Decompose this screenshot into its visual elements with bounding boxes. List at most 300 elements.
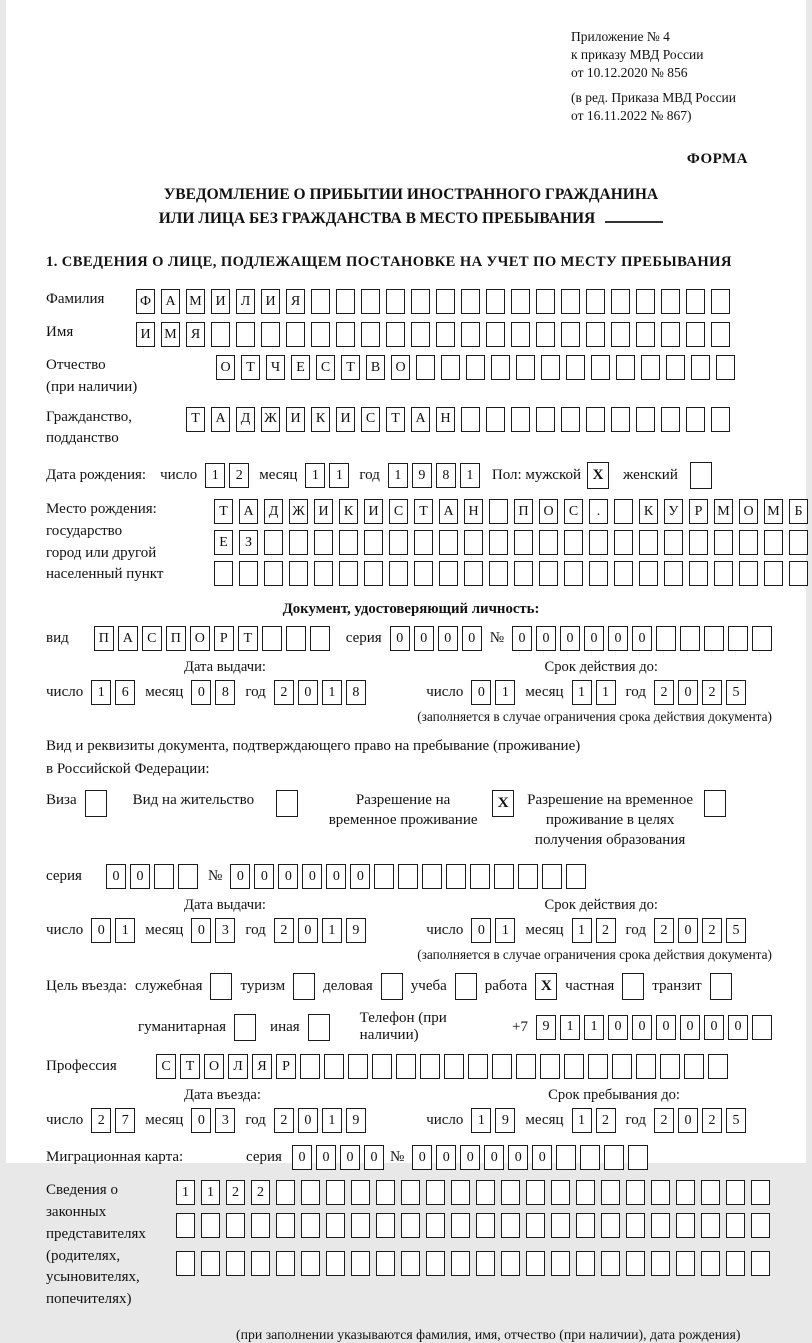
char-cell: Я: [252, 1054, 272, 1079]
char-cell: [711, 289, 730, 314]
char-cell: [611, 407, 630, 432]
stay-month-input[interactable]: [572, 1108, 620, 1133]
char-cell: [426, 1180, 445, 1205]
char-cell: [286, 322, 305, 347]
birth-year-input[interactable]: [388, 463, 484, 488]
char-cell: [701, 1180, 720, 1205]
purpose-humanitarian-checkbox[interactable]: [234, 1014, 256, 1041]
birthplace-row1-input[interactable]: [214, 499, 812, 524]
char-cell: 0: [340, 1145, 360, 1170]
stay-year-label: год: [625, 1112, 646, 1129]
temp-residence-education-checkbox[interactable]: [704, 790, 726, 817]
char-cell: 1: [201, 1180, 220, 1205]
char-cell: 2: [654, 918, 674, 943]
char-cell: 8: [215, 680, 235, 705]
char-cell: [364, 530, 383, 555]
birth-month-label: месяц: [259, 467, 298, 484]
char-cell: [411, 289, 430, 314]
char-cell: М: [161, 322, 180, 347]
char-cell: [514, 561, 533, 586]
edition-line-1: (в ред. Приказа МВД России: [571, 89, 736, 105]
char-cell: [589, 561, 608, 586]
doc-valid-month-label: месяц: [525, 684, 564, 701]
char-cell: [551, 1180, 570, 1205]
char-cell: [566, 355, 585, 380]
char-cell: 0: [632, 626, 652, 651]
char-cell: [686, 289, 705, 314]
birthplace-row2-input[interactable]: [214, 530, 812, 555]
char-cell: [751, 1180, 770, 1205]
char-cell: 0: [678, 1108, 698, 1133]
char-cell: [636, 407, 655, 432]
stay-doc-issue-month-input[interactable]: [191, 918, 239, 943]
char-cell: [416, 355, 435, 380]
char-cell: [489, 561, 508, 586]
char-cell: [276, 1251, 295, 1276]
name-label: Имя: [46, 324, 74, 341]
doc-kind-input[interactable]: [94, 626, 334, 651]
form-title: [46, 184, 776, 230]
char-cell: М: [764, 499, 783, 524]
representatives-row1-input[interactable]: [176, 1180, 776, 1205]
char-cell: [451, 1213, 470, 1238]
char-cell: [276, 1180, 295, 1205]
char-cell: [489, 530, 508, 555]
char-cell: 0: [471, 918, 491, 943]
char-cell: [314, 530, 333, 555]
char-cell: [684, 1054, 704, 1079]
doc-number-input[interactable]: [512, 626, 776, 651]
char-cell: Ч: [266, 355, 285, 380]
char-cell: [704, 626, 724, 651]
char-cell: 0: [254, 864, 274, 889]
char-cell: [411, 322, 430, 347]
legal-reference-block: [571, 28, 776, 125]
char-cell: Р: [689, 499, 708, 524]
char-cell: 0: [191, 918, 211, 943]
entry-year-input[interactable]: [274, 1108, 370, 1133]
char-cell: [426, 1213, 445, 1238]
stay-doc-issue-year-input[interactable]: [274, 918, 370, 943]
char-cell: [651, 1213, 670, 1238]
char-cell: 2: [91, 1108, 111, 1133]
char-cell: [389, 561, 408, 586]
char-cell: [564, 530, 583, 555]
char-cell: [211, 322, 230, 347]
char-cell: [401, 1180, 420, 1205]
stay-doc-number-input[interactable]: [230, 864, 590, 889]
char-cell: 5: [726, 1108, 746, 1133]
representatives-label-line3: представителях: [46, 1225, 146, 1242]
phone-input[interactable]: [536, 1015, 776, 1040]
citizenship-label: [46, 407, 186, 451]
char-cell: [201, 1251, 220, 1276]
char-cell: 2: [702, 680, 722, 705]
citizenship-label-line2: подданство: [46, 430, 119, 447]
char-cell: [476, 1251, 495, 1276]
temp-residence-label: Разрешение на временное проживание: [328, 791, 478, 828]
stay-doc-issue-day-input[interactable]: [91, 918, 139, 943]
purpose-other-label: иная: [270, 1018, 300, 1035]
char-cell: [494, 864, 514, 889]
char-cell: 5: [726, 680, 746, 705]
char-cell: [686, 407, 705, 432]
birth-day-input[interactable]: [205, 463, 253, 488]
purpose-other-checkbox[interactable]: [308, 1014, 330, 1041]
char-cell: 2: [596, 918, 616, 943]
char-cell: 7: [115, 1108, 135, 1133]
char-cell: 2: [654, 1108, 674, 1133]
char-cell: С: [564, 499, 583, 524]
residence-permit-label: Вид на жительство: [132, 791, 255, 808]
representatives-row3-input[interactable]: [176, 1251, 776, 1276]
char-cell: [176, 1213, 195, 1238]
char-cell: 0: [414, 626, 434, 651]
char-cell: П: [514, 499, 533, 524]
char-cell: А: [239, 499, 258, 524]
char-cell: [226, 1213, 245, 1238]
migration-series-input[interactable]: [292, 1145, 388, 1170]
option-temp-residence: [322, 790, 514, 831]
doc-valid-year-input[interactable]: [654, 680, 750, 705]
patronymic-label-line1: Отчество: [46, 357, 106, 374]
name-input[interactable]: [136, 322, 736, 347]
char-cell: 6: [115, 680, 135, 705]
birthplace-label-line3: город или другой: [46, 544, 157, 561]
migration-series-label: серия: [246, 1149, 282, 1166]
form-label: ФОРМА: [686, 151, 748, 168]
char-cell: 0: [316, 1145, 336, 1170]
char-cell: [301, 1251, 320, 1276]
char-cell: [580, 1145, 600, 1170]
purpose-official-label: служебная: [134, 978, 203, 995]
stay-day-label: число: [426, 1112, 464, 1129]
surname-input[interactable]: [136, 289, 736, 314]
char-cell: 0: [460, 1145, 480, 1170]
doc-valid-year-label: год: [625, 684, 646, 701]
char-cell: П: [94, 626, 114, 651]
birthplace-label-line1: Место рождения:: [46, 501, 157, 518]
char-cell: 1: [205, 463, 225, 488]
char-cell: [561, 289, 580, 314]
char-cell: [376, 1213, 395, 1238]
profession-input[interactable]: [156, 1054, 732, 1079]
char-cell: [289, 561, 308, 586]
char-cell: К: [311, 407, 330, 432]
patronymic-label-line2: (при наличии): [46, 378, 138, 395]
char-cell: Л: [228, 1054, 248, 1079]
doc-issue-year-label: год: [245, 684, 266, 701]
char-cell: [588, 1054, 608, 1079]
citizenship-input[interactable]: [186, 407, 736, 432]
char-cell: Т: [341, 355, 360, 380]
char-cell: 0: [471, 680, 491, 705]
option-temp-residence-education: [524, 790, 726, 851]
char-cell: [311, 322, 330, 347]
char-cell: [376, 1180, 395, 1205]
doc-valid-day-input[interactable]: [471, 680, 519, 705]
char-cell: 2: [274, 918, 294, 943]
birth-month-input[interactable]: [305, 463, 353, 488]
entry-day-input[interactable]: [91, 1108, 139, 1133]
char-cell: [556, 1145, 576, 1170]
char-cell: [626, 1213, 645, 1238]
migration-number-input[interactable]: [412, 1145, 652, 1170]
char-cell: [586, 289, 605, 314]
char-cell: А: [211, 407, 230, 432]
char-cell: [489, 499, 508, 524]
char-cell: [752, 1015, 772, 1040]
char-cell: [422, 864, 442, 889]
char-cell: Т: [414, 499, 433, 524]
char-cell: 0: [678, 918, 698, 943]
entry-month-input[interactable]: [191, 1108, 239, 1133]
char-cell: [364, 561, 383, 586]
stay-doc-series-input[interactable]: [106, 864, 202, 889]
char-cell: У: [664, 499, 683, 524]
char-cell: 2: [251, 1180, 270, 1205]
char-cell: Т: [386, 407, 405, 432]
purpose-private-checkbox[interactable]: [622, 973, 644, 1000]
char-cell: И: [314, 499, 333, 524]
char-cell: 0: [390, 626, 410, 651]
doc-valid-month-input[interactable]: [572, 680, 620, 705]
doc-issue-month-input[interactable]: [191, 680, 239, 705]
char-cell: С: [142, 626, 162, 651]
char-cell: 0: [656, 1015, 676, 1040]
birthplace-row3-input[interactable]: [214, 561, 812, 586]
char-cell: [752, 626, 772, 651]
char-cell: [176, 1251, 195, 1276]
representatives-label-line4: (родителях,: [46, 1247, 121, 1264]
char-cell: [564, 561, 583, 586]
char-cell: 0: [230, 864, 250, 889]
char-cell: [661, 322, 680, 347]
char-cell: [611, 289, 630, 314]
char-cell: О: [539, 499, 558, 524]
char-cell: 1: [91, 680, 111, 705]
char-cell: [714, 530, 733, 555]
char-cell: [526, 1180, 545, 1205]
stay-doc-valid-until-heading: Срок действия до:: [544, 897, 658, 914]
char-cell: 0: [678, 680, 698, 705]
char-cell: [676, 1213, 695, 1238]
purpose-tourism-label: туризм: [240, 978, 286, 995]
char-cell: 1: [572, 680, 592, 705]
char-cell: [461, 289, 480, 314]
char-cell: [476, 1180, 495, 1205]
birthplace-label-line4: населенный пункт: [46, 566, 164, 583]
doc-issue-day-input[interactable]: [91, 680, 139, 705]
char-cell: [201, 1213, 220, 1238]
char-cell: [589, 530, 608, 555]
char-cell: [601, 1213, 620, 1238]
char-cell: [464, 561, 483, 586]
char-cell: [310, 626, 330, 651]
char-cell: [639, 530, 658, 555]
doc-valid-day-label: число: [426, 684, 464, 701]
char-cell: [536, 289, 555, 314]
char-cell: [398, 864, 418, 889]
stay-doc-issue-year-label: год: [245, 922, 266, 939]
char-cell: [451, 1251, 470, 1276]
doc-issue-year-input[interactable]: [274, 680, 370, 705]
char-cell: 0: [508, 1145, 528, 1170]
char-cell: [651, 1251, 670, 1276]
char-cell: 2: [229, 463, 249, 488]
form-title-line1: УВЕДОМЛЕНИЕ О ПРИБЫТИИ ИНОСТРАННОГО ГРАЖДАНИНА: [163, 186, 659, 204]
char-cell: 0: [704, 1015, 724, 1040]
char-cell: 0: [350, 864, 370, 889]
char-cell: 1: [305, 463, 325, 488]
stay-doc-valid-year-input[interactable]: [654, 918, 750, 943]
stay-year-input[interactable]: [654, 1108, 750, 1133]
char-cell: 0: [484, 1145, 504, 1170]
char-cell: Д: [264, 499, 283, 524]
char-cell: [214, 561, 233, 586]
sex-female-label: женский: [623, 467, 678, 484]
char-cell: [351, 1251, 370, 1276]
purpose-humanitarian-label: гуманитарная: [138, 1018, 227, 1035]
representatives-label-line5: усыновителях,: [46, 1269, 140, 1286]
visa-checkbox[interactable]: [85, 790, 107, 817]
char-cell: [576, 1251, 595, 1276]
char-cell: И: [136, 322, 155, 347]
stay-day-input[interactable]: [471, 1108, 519, 1133]
purpose-work-label: работа: [484, 978, 528, 995]
char-cell: [470, 864, 490, 889]
entry-date-heading: Дата въезда:: [184, 1087, 261, 1104]
purpose-label: Цель въезда:: [46, 978, 127, 995]
char-cell: [739, 561, 758, 586]
char-cell: [154, 864, 174, 889]
char-cell: О: [204, 1054, 224, 1079]
char-cell: [226, 1251, 245, 1276]
char-cell: [401, 1213, 420, 1238]
residence-permit-checkbox[interactable]: [276, 790, 298, 817]
char-cell: [339, 530, 358, 555]
char-cell: [751, 1251, 770, 1276]
char-cell: [336, 322, 355, 347]
char-cell: 0: [584, 626, 604, 651]
char-cell: [311, 289, 330, 314]
char-cell: [601, 1251, 620, 1276]
char-cell: [661, 289, 680, 314]
purpose-business-checkbox[interactable]: [381, 973, 403, 1000]
migration-card-label: Миграционная карта:: [46, 1149, 184, 1166]
char-cell: [726, 1180, 745, 1205]
form-title-line2: [46, 207, 776, 230]
birth-year-label: год: [359, 467, 380, 484]
char-cell: 2: [702, 918, 722, 943]
purpose-transit-checkbox[interactable]: [710, 973, 732, 1000]
char-cell: [289, 530, 308, 555]
sex-male-checkbox[interactable]: X: [587, 462, 609, 489]
temp-residence-education-label: Разрешение на временное проживание в целях получения образования: [527, 791, 694, 849]
char-cell: [239, 561, 258, 586]
purpose-official-checkbox[interactable]: [210, 973, 232, 1000]
char-cell: С: [156, 1054, 176, 1079]
char-cell: [726, 1213, 745, 1238]
char-cell: 0: [728, 1015, 748, 1040]
char-cell: 0: [292, 1145, 312, 1170]
stay-month-label: месяц: [525, 1112, 564, 1129]
char-cell: [486, 322, 505, 347]
char-cell: Т: [214, 499, 233, 524]
char-cell: В: [366, 355, 385, 380]
char-cell: 0: [412, 1145, 432, 1170]
stay-doc-valid-month-input[interactable]: [572, 918, 620, 943]
doc-series-input[interactable]: [390, 626, 486, 651]
char-cell: [361, 289, 380, 314]
stay-doc-valid-year-label: год: [625, 922, 646, 939]
char-cell: [691, 355, 710, 380]
char-cell: 1: [176, 1180, 195, 1205]
char-cell: 1: [471, 1108, 491, 1133]
char-cell: [436, 289, 455, 314]
char-cell: [414, 530, 433, 555]
char-cell: [561, 322, 580, 347]
purpose-study-checkbox[interactable]: [455, 973, 477, 1000]
birthplace-label: [46, 499, 214, 586]
char-cell: [526, 1213, 545, 1238]
char-cell: [614, 499, 633, 524]
char-cell: [261, 322, 280, 347]
purpose-work-checkbox[interactable]: X: [535, 973, 557, 1000]
char-cell: А: [161, 289, 180, 314]
char-cell: [476, 1213, 495, 1238]
char-cell: [511, 407, 530, 432]
phone-prefix: +7: [512, 1018, 528, 1035]
profession-label: Профессия: [46, 1058, 117, 1075]
stay-doc-valid-day-input[interactable]: [471, 918, 519, 943]
purpose-tourism-checkbox[interactable]: [293, 973, 315, 1000]
char-cell: [516, 355, 535, 380]
char-cell: [651, 1180, 670, 1205]
char-cell: [314, 561, 333, 586]
option-visa: [46, 790, 107, 817]
temp-residence-checkbox[interactable]: X: [492, 790, 514, 817]
stay-doc-issue-date-heading: Дата выдачи:: [184, 897, 266, 914]
char-cell: Н: [436, 407, 455, 432]
sex-female-checkbox[interactable]: [690, 462, 712, 489]
char-cell: [439, 530, 458, 555]
char-cell: [396, 1054, 416, 1079]
edition-line-2: от 16.11.2022 № 867): [571, 107, 692, 123]
char-cell: О: [391, 355, 410, 380]
char-cell: [486, 407, 505, 432]
char-cell: [641, 355, 660, 380]
char-cell: [436, 322, 455, 347]
birthdate-label: Дата рождения:: [46, 467, 147, 484]
entry-year-label: год: [245, 1112, 266, 1129]
char-cell: [276, 1213, 295, 1238]
char-cell: [536, 407, 555, 432]
doc-issue-day-label: число: [46, 684, 84, 701]
patronymic-input[interactable]: [216, 355, 741, 380]
char-cell: [426, 1251, 445, 1276]
char-cell: А: [439, 499, 458, 524]
char-cell: [601, 1180, 620, 1205]
char-cell: 0: [298, 680, 318, 705]
char-cell: [586, 407, 605, 432]
char-cell: М: [186, 289, 205, 314]
stay-until-heading: Срок пребывания до:: [548, 1087, 680, 1104]
char-cell: 8: [436, 463, 456, 488]
representatives-row2-input[interactable]: [176, 1213, 776, 1238]
char-cell: 0: [436, 1145, 456, 1170]
char-cell: С: [316, 355, 335, 380]
